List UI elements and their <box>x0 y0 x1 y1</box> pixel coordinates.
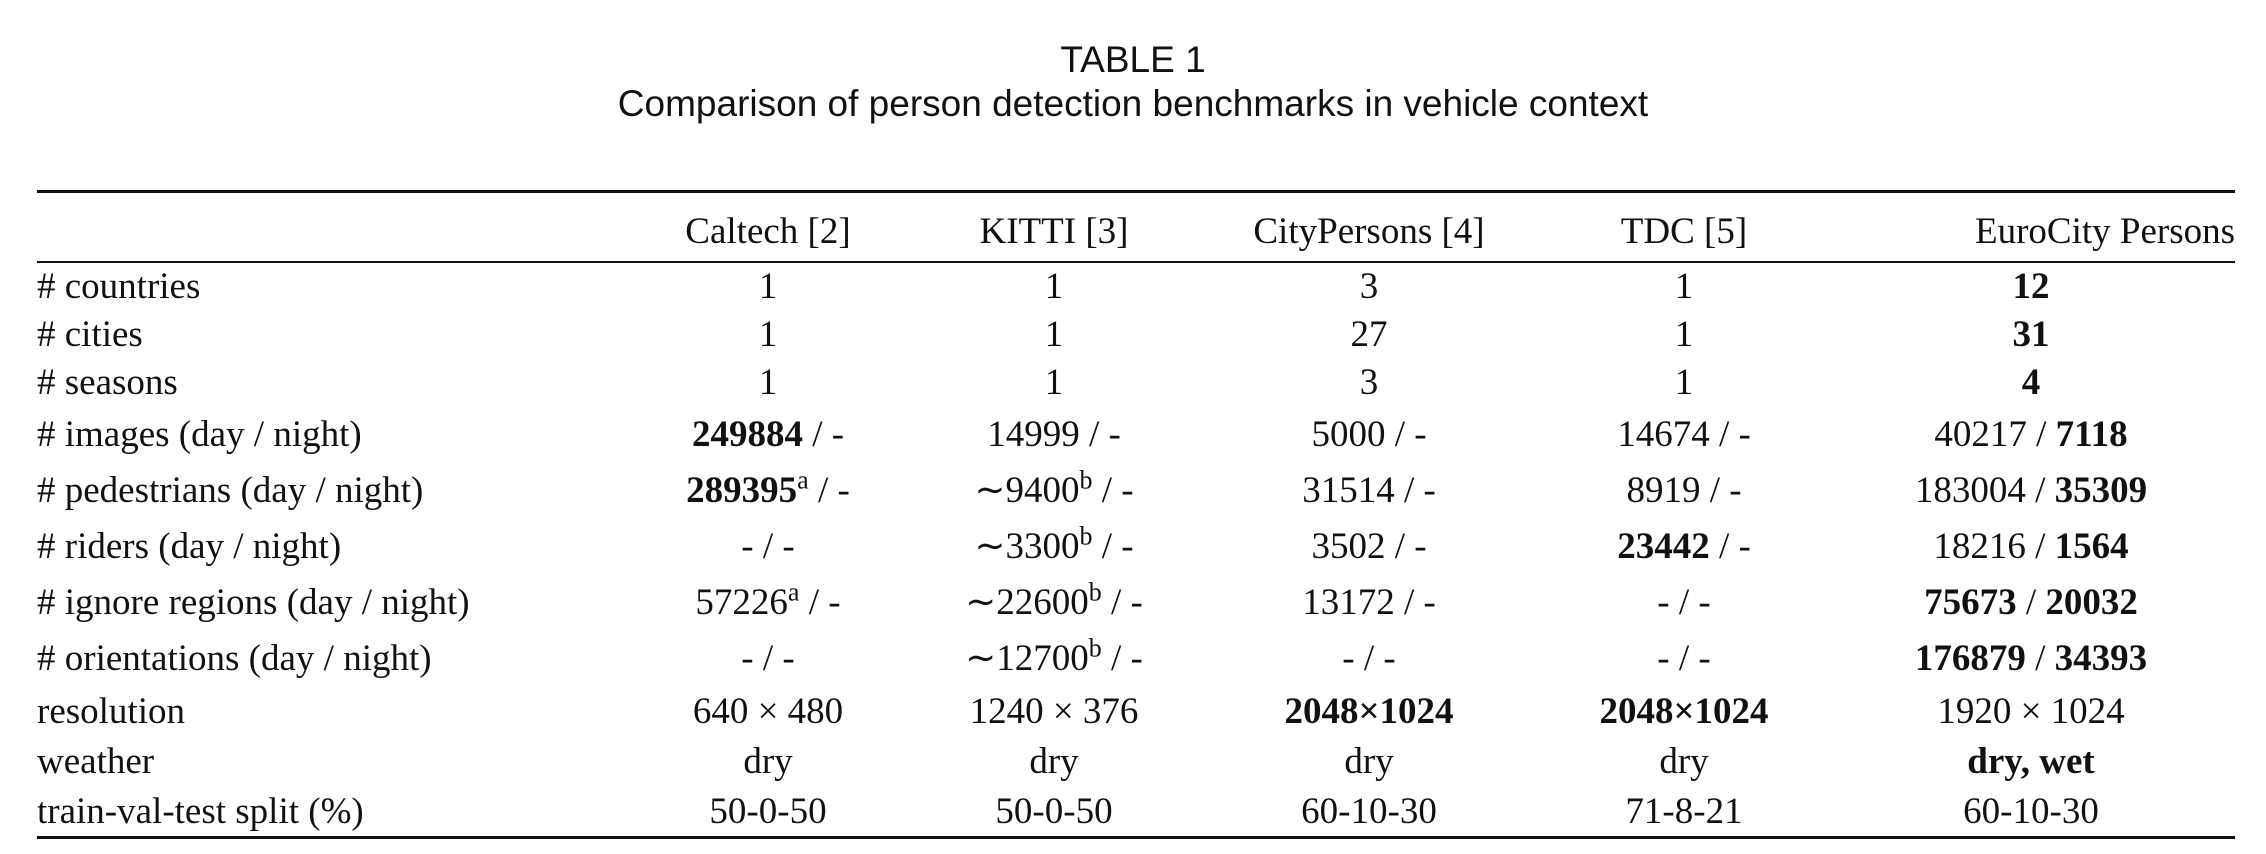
cell-value: 18216 / <box>1933 525 2055 567</box>
cell-value: / - <box>1101 638 1143 679</box>
cell-citypersons <box>1197 686 1541 736</box>
cell-value: - / - <box>741 637 795 679</box>
table-row <box>37 462 2235 518</box>
cell-value: 3 <box>1359 361 1379 403</box>
table-caption: Comparison of person detection benchmarks in vehicle context <box>617 83 1649 124</box>
cell-tdc <box>1541 358 1827 406</box>
row-label: # images (day / night) <box>37 413 362 455</box>
table-row <box>37 262 2235 310</box>
row-label: # pedestrians (day / night) <box>37 469 424 511</box>
cell-eurocity-persons <box>1827 310 2235 358</box>
cell-value: ∼3300 <box>974 526 1080 567</box>
table-bottom-rule <box>37 836 2235 839</box>
cell-kitti <box>911 406 1197 462</box>
cell-value: / - <box>802 413 845 455</box>
cell-value: dry, wet <box>1967 740 2095 782</box>
cell-value: / <box>2025 637 2055 679</box>
cell-value: 1920 × 1024 <box>1937 690 2125 732</box>
cell-value: 640 × 480 <box>692 690 844 732</box>
cell-value: 34393 <box>2054 637 2148 679</box>
header-eurocity-persons: EuroCity Persons <box>1974 210 2235 252</box>
cell-value: / - <box>1092 526 1134 567</box>
cell-value: 1 <box>758 361 778 403</box>
cell-kitti <box>911 786 1197 836</box>
table-label: TABLE 1 <box>1060 39 1206 80</box>
row-label: # countries <box>37 265 201 307</box>
cell-value: 1564 <box>2054 525 2129 567</box>
cell-value: 35309 <box>2054 469 2148 511</box>
row-label: weather <box>37 740 155 782</box>
cell-value: - / - <box>741 525 795 567</box>
footnote-marker: b <box>1088 577 1102 607</box>
table-row <box>37 358 2235 406</box>
cell-value: 1240 × 376 <box>969 690 1139 732</box>
cell-caltech <box>625 786 911 836</box>
table-row <box>37 518 2235 574</box>
cell-eurocity-persons <box>1827 406 2235 462</box>
cell-tdc <box>1541 310 1827 358</box>
cell-value: / - <box>1092 470 1134 511</box>
cell-kitti <box>911 518 1197 574</box>
cell-caltech <box>625 736 911 786</box>
cell-value: / - <box>808 469 850 511</box>
cell-value: 50-0-50 <box>995 790 1113 832</box>
cell-citypersons <box>1197 262 1541 310</box>
cell-tdc <box>1541 406 1827 462</box>
cell-value: 176879 <box>1914 637 2026 679</box>
cell-value: 75673 <box>1924 581 2017 623</box>
cell-value: - / - <box>1342 637 1396 679</box>
cell-value: 1 <box>758 265 778 307</box>
cell-caltech <box>625 262 911 310</box>
cell-citypersons <box>1197 358 1541 406</box>
table-row <box>37 310 2235 358</box>
cell-value: 13172 / - <box>1302 581 1436 623</box>
cell-value: 2048×1024 <box>1599 690 1769 732</box>
cell-value: 40217 / <box>1934 413 2056 455</box>
header-kitti: KITTI [3] <box>979 210 1129 252</box>
cell-eurocity-persons <box>1827 358 2235 406</box>
cell-value: 7118 <box>2055 413 2128 455</box>
cell-kitti <box>911 686 1197 736</box>
cell-citypersons <box>1197 518 1541 574</box>
cell-value: 1 <box>1674 361 1694 403</box>
cell-value: - / - <box>1657 581 1711 623</box>
cell-value: 23442 <box>1617 525 1710 567</box>
cell-value: 2048×1024 <box>1284 690 1454 732</box>
cell-value: 12 <box>2012 265 2050 307</box>
cell-value: 57226 <box>695 581 788 623</box>
cell-value: 1 <box>1674 313 1694 355</box>
cell-caltech <box>625 518 911 574</box>
table-body <box>37 262 2235 836</box>
cell-value: ∼9400 <box>974 470 1080 511</box>
cell-tdc <box>1541 736 1827 786</box>
cell-value: dry <box>743 740 793 782</box>
cell-caltech <box>625 686 911 736</box>
cell-tdc <box>1541 686 1827 736</box>
cell-eurocity-persons <box>1827 462 2235 518</box>
cell-eurocity-persons <box>1827 786 2235 836</box>
cell-kitti <box>911 462 1197 518</box>
cell-value: / - <box>799 581 841 623</box>
benchmark-comparison-table <box>37 200 2235 836</box>
cell-caltech <box>625 406 911 462</box>
cell-eurocity-persons <box>1827 630 2235 686</box>
cell-value: 60-10-30 <box>1301 790 1437 832</box>
cell-value: 249884 <box>691 413 803 455</box>
cell-value: 50-0-50 <box>709 790 827 832</box>
cell-value: 27 <box>1350 313 1388 355</box>
cell-citypersons <box>1197 736 1541 786</box>
cell-citypersons <box>1197 406 1541 462</box>
cell-tdc <box>1541 518 1827 574</box>
cell-value: 71-8-21 <box>1625 790 1743 832</box>
footnote-marker: b <box>1088 633 1102 663</box>
cell-value: 183004 / <box>1914 469 2055 511</box>
cell-value: ∼22600 <box>965 582 1089 623</box>
cell-caltech <box>625 310 911 358</box>
row-label: # seasons <box>37 361 178 403</box>
table-row <box>37 686 2235 736</box>
header-tdc: TDC [5] <box>1620 210 1748 252</box>
header-citypersons: CityPersons [4] <box>1253 210 1485 252</box>
cell-value: 1 <box>1674 265 1694 307</box>
cell-tdc <box>1541 630 1827 686</box>
cell-value: 1 <box>758 313 778 355</box>
footnote-marker: b <box>1079 521 1093 551</box>
row-label: # cities <box>37 313 143 355</box>
cell-kitti <box>911 736 1197 786</box>
cell-value: 1 <box>1044 313 1064 355</box>
cell-value: 1 <box>1044 265 1064 307</box>
row-label: # riders (day / night) <box>37 525 342 567</box>
table-row <box>37 736 2235 786</box>
footnote-marker: b <box>1079 465 1093 495</box>
header-row-label <box>37 200 625 262</box>
cell-citypersons <box>1197 786 1541 836</box>
table-row <box>37 630 2235 686</box>
row-label: resolution <box>37 690 185 732</box>
cell-value: 8919 / - <box>1626 469 1742 511</box>
cell-value: 289395 <box>686 469 798 511</box>
cell-value: 4 <box>2021 361 2041 403</box>
cell-value: 14674 / - <box>1617 413 1751 455</box>
cell-tdc <box>1541 786 1827 836</box>
cell-value: 3 <box>1359 265 1379 307</box>
header-caltech: Caltech [2] <box>685 210 851 252</box>
cell-caltech <box>625 630 911 686</box>
row-label: # ignore regions (day / night) <box>37 581 470 623</box>
row-label: train-val-test split (%) <box>37 790 364 832</box>
cell-eurocity-persons <box>1827 736 2235 786</box>
cell-value: dry <box>1659 740 1709 782</box>
cell-kitti <box>911 630 1197 686</box>
cell-kitti <box>911 358 1197 406</box>
cell-value: 14999 / - <box>987 413 1121 455</box>
cell-citypersons <box>1197 574 1541 630</box>
cell-citypersons <box>1197 462 1541 518</box>
cell-value: / <box>2016 581 2046 623</box>
cell-value: - / - <box>1657 637 1711 679</box>
cell-tdc <box>1541 574 1827 630</box>
cell-tdc <box>1541 262 1827 310</box>
cell-value: 31514 / - <box>1302 469 1436 511</box>
cell-caltech <box>625 574 911 630</box>
cell-value: dry <box>1029 740 1079 782</box>
cell-citypersons <box>1197 310 1541 358</box>
cell-tdc <box>1541 462 1827 518</box>
table-row <box>37 786 2235 836</box>
cell-value: 20032 <box>2045 581 2138 623</box>
cell-eurocity-persons <box>1827 262 2235 310</box>
table-row <box>37 574 2235 630</box>
cell-value: 1 <box>1044 361 1064 403</box>
cell-kitti <box>911 574 1197 630</box>
cell-eurocity-persons <box>1827 686 2235 736</box>
cell-value: ∼12700 <box>965 638 1089 679</box>
cell-caltech <box>625 462 911 518</box>
cell-value: / - <box>1101 582 1143 623</box>
cell-caltech <box>625 358 911 406</box>
header-row <box>37 200 2235 262</box>
cell-value: dry <box>1344 740 1394 782</box>
cell-value: 31 <box>2012 313 2050 355</box>
footnote-marker: a <box>797 465 809 495</box>
cell-value: 3502 / - <box>1311 525 1427 567</box>
cell-value: 5000 / - <box>1311 413 1427 455</box>
cell-eurocity-persons <box>1827 518 2235 574</box>
footnote-marker: a <box>787 577 800 607</box>
cell-value: 60-10-30 <box>1963 790 2099 832</box>
row-label: # orientations (day / night) <box>37 637 432 679</box>
cell-value: / - <box>1709 525 1751 567</box>
cell-kitti <box>911 310 1197 358</box>
cell-eurocity-persons <box>1827 574 2235 630</box>
table-row <box>37 406 2235 462</box>
table-top-rule <box>37 190 2235 193</box>
cell-citypersons <box>1197 630 1541 686</box>
cell-kitti <box>911 262 1197 310</box>
